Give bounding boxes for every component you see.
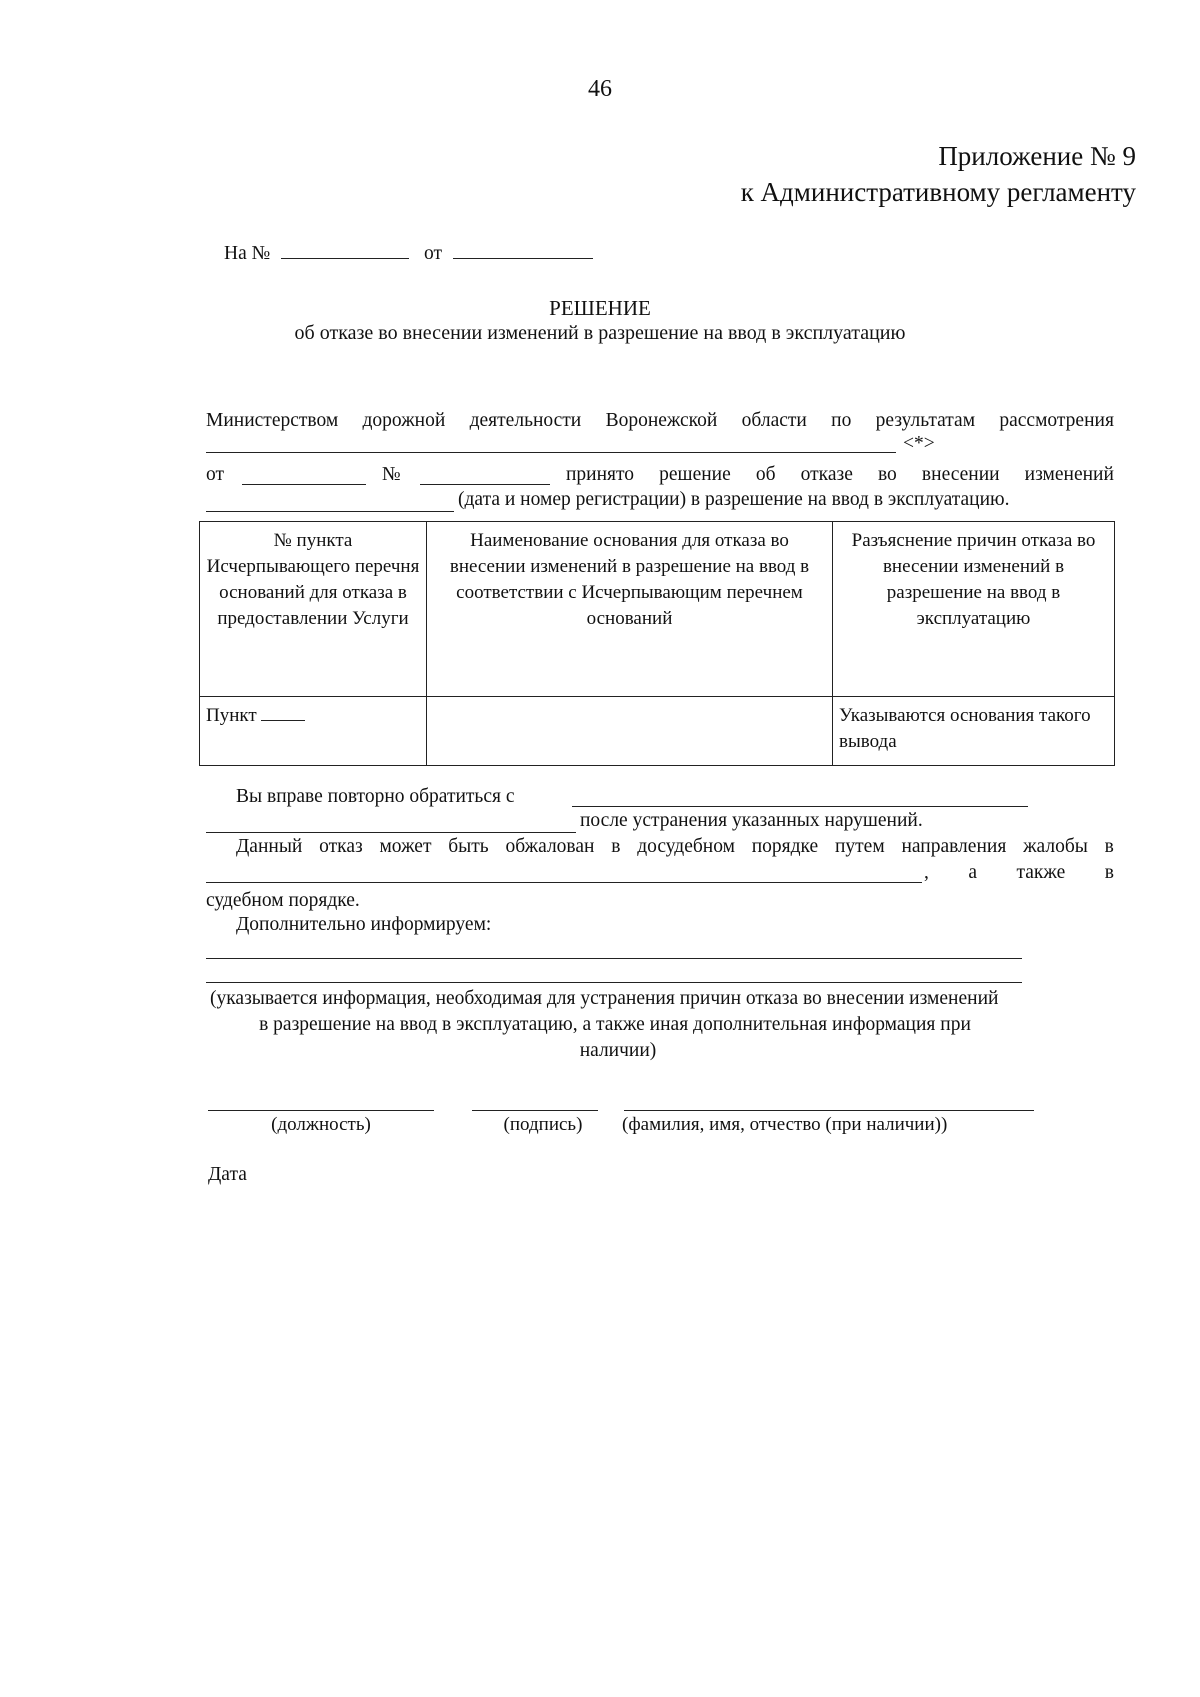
signature-caption: (подпись) [503, 1114, 583, 1135]
reapply-to-blank-2[interactable] [206, 832, 576, 833]
header-item-number: № пункта Исчерпывающего перечня оснований для отказа в предоставлении Услуги [200, 522, 427, 697]
word: Воронежской [605, 410, 718, 431]
cell-reason-name[interactable] [427, 697, 833, 766]
word: по [831, 410, 852, 431]
annex-line-1: Приложение № 9 [938, 141, 1136, 171]
ref-no-label: На № [224, 243, 271, 264]
position-blank[interactable] [208, 1110, 434, 1111]
word: направления [901, 836, 1007, 857]
ref-date-blank[interactable] [453, 240, 593, 259]
header-reason-name: Наименование основания для отказа во внесении изменений в разрешение на ввод в соответствии с Исчерпывающим перечнем оснований [427, 522, 833, 697]
registration-blank[interactable] [206, 511, 454, 512]
cell-explanation: Указываются основания такого вывода [833, 697, 1115, 766]
word: может [379, 836, 432, 857]
word: отказе [800, 464, 853, 485]
note-line-3: наличии) [579, 1040, 657, 1061]
table-header-row [200, 522, 1115, 697]
appeal-line-4 [924, 862, 1114, 884]
word: порядке [751, 836, 819, 857]
reapply-to-blank[interactable] [572, 806, 1028, 807]
word: отказ [319, 836, 363, 857]
intro-ot: от [206, 464, 225, 485]
word: также [1016, 862, 1066, 883]
item-label: Пункт [206, 705, 257, 726]
signature-blank[interactable] [472, 1110, 598, 1111]
word: области [741, 410, 807, 431]
intro-number-blank[interactable] [420, 484, 550, 485]
full-name-blank[interactable] [624, 1110, 1034, 1111]
word: результатам [875, 410, 976, 431]
word: , [924, 862, 929, 883]
footnote-mark: <*> [903, 433, 935, 454]
word: в [1104, 836, 1114, 857]
cell-item [200, 697, 427, 766]
intro-line-1 [206, 410, 1114, 432]
word: обжалован [505, 836, 595, 857]
word: рассмотрения [999, 410, 1114, 431]
word: Министерством [206, 410, 339, 431]
additional-info-blank-2[interactable] [206, 982, 1022, 983]
complaint-authority-blank[interactable] [206, 882, 922, 883]
intro-date-blank[interactable] [242, 484, 366, 485]
header-reason-explanation: Разъяснение причин отказа во внесении изменений в разрешение на ввод в эксплуатацию [833, 522, 1115, 697]
note-line-1: (указывается информация, необходимая для устранения причин отказа во внесении изменений [210, 988, 999, 1009]
ref-no-blank[interactable] [281, 240, 409, 259]
word: внесении [921, 464, 1000, 485]
appeal-line-3 [236, 836, 1114, 858]
word: в [1104, 862, 1114, 883]
word: дорожной [362, 410, 446, 431]
ref-from-label: от [423, 243, 442, 264]
annex-header [741, 138, 1136, 210]
word: принято [566, 464, 635, 485]
appeal-line-5: судебном порядке. [206, 890, 360, 911]
document-subtitle: об отказе во внесении изменений в разрешение на ввод в эксплуатацию [294, 322, 906, 344]
date-label: Дата [208, 1164, 247, 1185]
annex-line-2: к Административному регламенту [740, 177, 1136, 207]
word: изменений [1024, 464, 1114, 485]
word: во [877, 464, 897, 485]
position-caption: (должность) [271, 1114, 371, 1135]
word: Данный [236, 836, 303, 857]
word: жалобы [1023, 836, 1088, 857]
additional-info-blank-1[interactable] [206, 958, 1022, 959]
grounds-table [199, 521, 1115, 766]
item-number-blank[interactable] [261, 704, 305, 721]
word: путем [834, 836, 885, 857]
appeal-line-1: Вы вправе повторно обратиться с [236, 786, 515, 807]
word: а [968, 862, 978, 883]
appeal-line-2: после устранения указанных нарушений. [580, 810, 923, 831]
full-name-caption: (фамилия, имя, отчество (при наличии)) [622, 1114, 948, 1135]
intro-line-3 [566, 464, 1114, 486]
review-subject-blank[interactable] [206, 452, 896, 453]
page-number: 46 [588, 76, 612, 102]
word: в [611, 836, 621, 857]
word: быть [448, 836, 489, 857]
word: об [755, 464, 776, 485]
word: деятельности [469, 410, 582, 431]
table-row [200, 697, 1115, 766]
intro-no: № [382, 464, 401, 485]
word: решение [659, 464, 731, 485]
additional-info-label: Дополнительно информируем: [236, 914, 492, 935]
document-title: РЕШЕНИЕ [549, 296, 651, 320]
reference-line [224, 240, 593, 265]
note-line-2: в разрешение на ввод в эксплуатацию, а также иная дополнительная информация при [259, 1014, 971, 1035]
intro-line-4: (дата и номер регистрации) в разрешение на ввод в эксплуатацию. [458, 489, 1010, 510]
word: досудебном [637, 836, 735, 857]
